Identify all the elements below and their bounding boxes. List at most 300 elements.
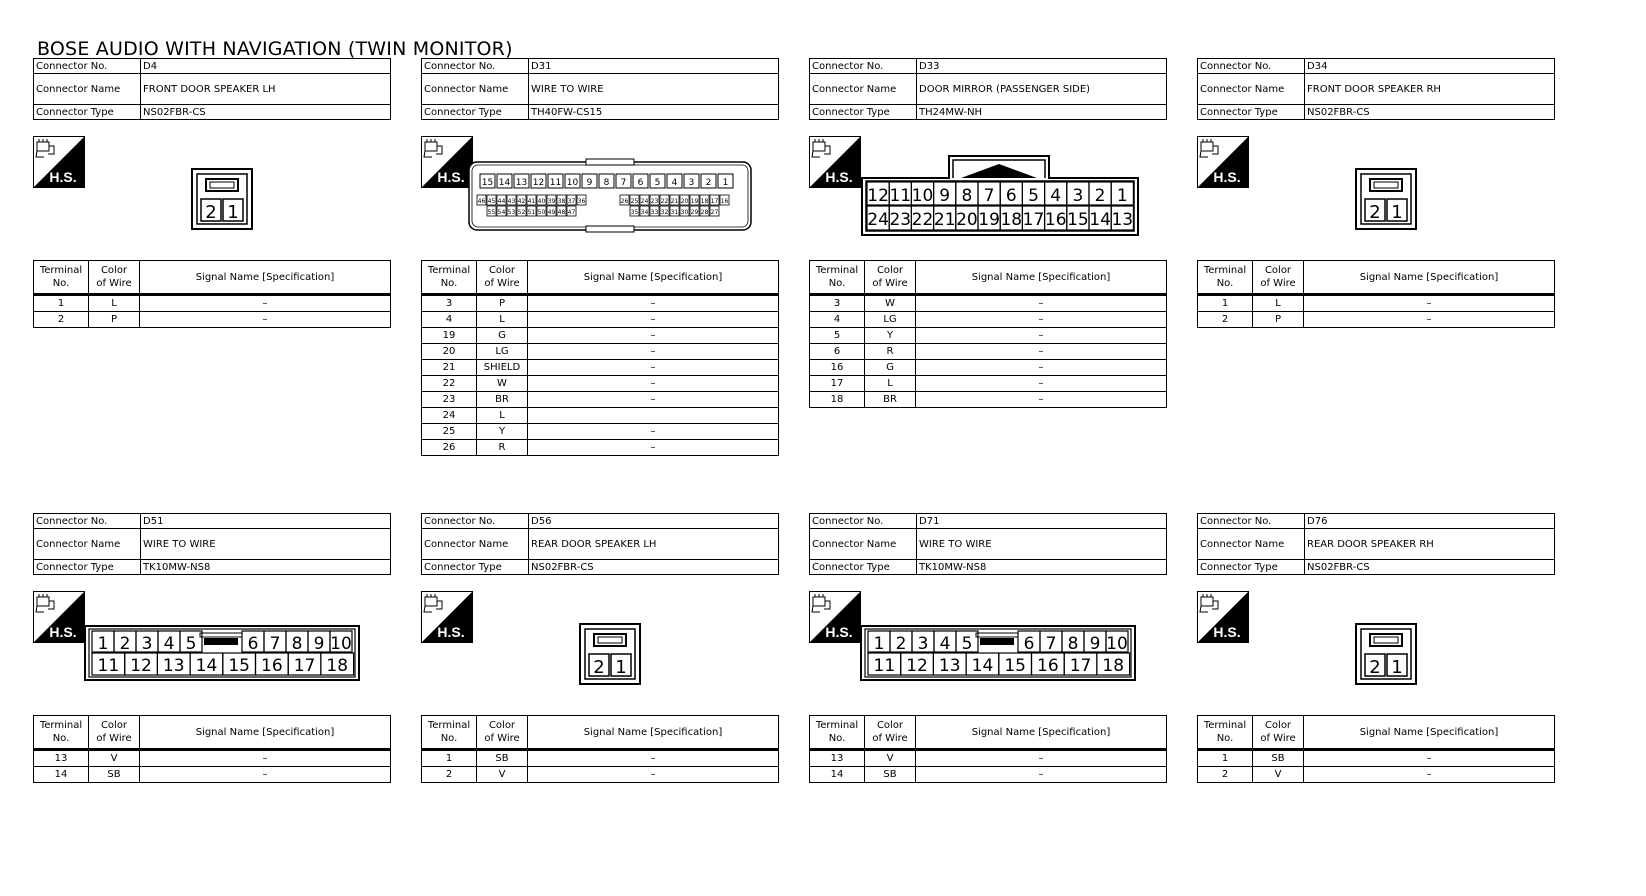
pin-number: 1 — [873, 634, 885, 654]
hs-harness-side-icon — [1197, 591, 1249, 643]
table-row — [810, 750, 1167, 767]
connector-type-label: Connector Type — [1198, 105, 1305, 120]
connector-name-value: WIRE TO WIRE — [529, 74, 779, 105]
col-color-of-wire — [1253, 716, 1304, 750]
col-color-line2: of Wire — [96, 278, 132, 289]
connector-face-tk10 — [860, 625, 1136, 681]
connector-type-label: Connector Type — [34, 560, 141, 575]
pin-number: 14 — [195, 656, 218, 676]
pin-number: 40 — [537, 198, 546, 205]
pin-number: 11 — [97, 656, 120, 676]
table-row — [810, 312, 1167, 328]
signal-name: – — [528, 767, 779, 783]
wire-color: V — [1253, 767, 1304, 783]
pin-number: 2 — [1369, 202, 1381, 223]
pin-number: 19 — [978, 210, 1000, 230]
signal-table-wrap — [33, 260, 391, 328]
pin-number: 8 — [291, 634, 303, 654]
pin-number: 3 — [141, 634, 153, 654]
pin-number: 23 — [650, 198, 659, 205]
col-terminal-line2: No. — [440, 733, 458, 744]
col-signal-name: Signal Name [Specification] — [528, 261, 779, 295]
terminal-no: 6 — [810, 344, 865, 360]
signal-name: – — [916, 767, 1167, 783]
connector-type-value: TH24MW-NH — [917, 105, 1167, 120]
pin-number: 8 — [603, 178, 610, 188]
pin-number: 20 — [956, 210, 978, 230]
pin-number: 27 — [710, 209, 719, 216]
pin-number: 6 — [1023, 634, 1035, 654]
pin-number: 1 — [97, 634, 109, 654]
connector-no-label: Connector No. — [1198, 59, 1305, 74]
table-row — [422, 408, 779, 424]
hs-harness-side-icon — [421, 591, 473, 643]
pin-number: 10 — [566, 178, 579, 188]
pin-number: 7 — [1045, 634, 1057, 654]
col-terminal-line1: Terminal — [815, 720, 859, 731]
pin-number: 12 — [130, 656, 152, 676]
connector-panel-d34 — [1197, 58, 1555, 325]
pin-number: 15 — [1067, 210, 1089, 230]
col-color-of-wire — [865, 261, 916, 295]
col-terminal-line1: Terminal — [1203, 265, 1247, 276]
terminal-no: 25 — [422, 424, 477, 440]
signal-name: – — [528, 440, 779, 456]
pin-number: 6 — [637, 178, 644, 188]
signal-name: – — [140, 312, 391, 328]
col-color-of-wire — [477, 261, 528, 295]
signal-table-wrap — [809, 715, 1167, 783]
hs-label: H.S. — [1213, 624, 1241, 640]
col-color-of-wire — [89, 716, 140, 750]
pin-number: 7 — [983, 186, 995, 206]
pin-number: 3 — [1072, 186, 1084, 206]
pin-number: 54 — [497, 209, 506, 216]
pin-number: 17 — [293, 656, 316, 676]
hs-label: H.S. — [1213, 169, 1241, 185]
table-row — [1198, 312, 1555, 328]
signal-table-wrap — [1197, 260, 1555, 328]
pin-number: 12 — [532, 178, 545, 188]
pin-number: 37 — [567, 198, 576, 205]
connector-name-label: Connector Name — [422, 529, 529, 560]
col-color-line2: of Wire — [1260, 278, 1296, 289]
pin-number: 24 — [867, 210, 889, 230]
connector-no-value: D33 — [917, 59, 1167, 74]
table-row — [810, 344, 1167, 360]
table-row — [1198, 295, 1555, 312]
pin-number: 9 — [1089, 634, 1101, 654]
pin-number: 17 — [1069, 656, 1092, 676]
col-color-line1: Color — [1264, 265, 1292, 276]
signal-name: – — [528, 424, 779, 440]
table-row — [1198, 767, 1555, 783]
terminal-no: 22 — [422, 376, 477, 392]
pin-number: 15 — [1004, 656, 1026, 676]
pin-number: 6 — [1005, 186, 1017, 206]
signal-name: – — [528, 295, 779, 312]
col-terminal-line2: No. — [52, 733, 70, 744]
terminal-no: 1 — [1198, 750, 1253, 767]
table-row — [422, 295, 779, 312]
col-terminal-line1: Terminal — [39, 720, 83, 731]
col-color-of-wire — [865, 716, 916, 750]
terminal-no: 19 — [422, 328, 477, 344]
col-signal-name: Signal Name [Specification] — [916, 261, 1167, 295]
hs-harness-side-icon — [1197, 136, 1249, 188]
col-signal-name: Signal Name [Specification] — [1304, 716, 1555, 750]
pin-number: 36 — [577, 198, 586, 205]
pin-number: 23 — [889, 210, 912, 230]
wire-color: V — [865, 750, 916, 767]
pin-number: 15 — [228, 656, 250, 676]
connector-panel-d76 — [1197, 513, 1555, 780]
table-row — [34, 295, 391, 312]
col-terminal-no — [34, 716, 89, 750]
terminal-no: 13 — [34, 750, 89, 767]
wire-color: BR — [477, 392, 528, 408]
col-color-line2: of Wire — [872, 278, 908, 289]
signal-name: – — [528, 344, 779, 360]
wire-color: SB — [1253, 750, 1304, 767]
wire-color: V — [477, 767, 528, 783]
connector-no-value: D56 — [529, 514, 779, 529]
signal-table — [421, 715, 779, 783]
terminal-no: 23 — [422, 392, 477, 408]
pin-number: 10 — [911, 186, 934, 206]
connector-no-label: Connector No. — [422, 514, 529, 529]
table-row — [422, 424, 779, 440]
terminal-no: 5 — [810, 328, 865, 344]
col-signal-name: Signal Name [Specification] — [916, 716, 1167, 750]
table-row — [810, 328, 1167, 344]
hs-label: H.S. — [825, 624, 853, 640]
connector-no-label: Connector No. — [34, 514, 141, 529]
signal-name: – — [916, 360, 1167, 376]
connector-name-value: DOOR MIRROR (PASSENGER SIDE) — [917, 74, 1167, 105]
signal-name: – — [1304, 767, 1555, 783]
hs-label: H.S. — [49, 624, 77, 640]
col-terminal-line2: No. — [1216, 278, 1234, 289]
pin-number: 28 — [700, 209, 709, 216]
pin-number: 55 — [487, 209, 496, 216]
wire-color: L — [1253, 295, 1304, 312]
connector-face-2pin — [1355, 623, 1417, 685]
pin-number: 13 — [1111, 210, 1134, 230]
pin-number: 49 — [547, 209, 556, 216]
pin-number: 45 — [487, 198, 496, 205]
connector-name-label: Connector Name — [810, 74, 917, 105]
col-color-line1: Color — [488, 720, 516, 731]
col-signal-name: Signal Name [Specification] — [140, 261, 391, 295]
signal-name — [528, 408, 779, 424]
connector-no-label: Connector No. — [810, 59, 917, 74]
signal-table — [33, 715, 391, 783]
pin-number: 21 — [933, 210, 956, 230]
wire-color: W — [477, 376, 528, 392]
col-signal-name: Signal Name [Specification] — [528, 716, 779, 750]
signal-name: – — [916, 328, 1167, 344]
pin-number: 2 — [1369, 657, 1381, 678]
table-row — [422, 440, 779, 456]
pin-number: 2 — [119, 634, 131, 654]
connector-info-table — [421, 58, 779, 120]
signal-name: – — [528, 376, 779, 392]
wire-color: SB — [89, 767, 140, 783]
col-color-line1: Color — [100, 265, 128, 276]
connector-type-label: Connector Type — [810, 560, 917, 575]
signal-name: – — [1304, 750, 1555, 767]
signal-name: – — [1304, 295, 1555, 312]
pin-number: 46 — [477, 198, 486, 205]
table-row — [422, 750, 779, 767]
signal-name: – — [528, 312, 779, 328]
connector-panel-d56 — [421, 513, 779, 780]
wire-color: W — [865, 295, 916, 312]
pin-number: 9 — [313, 634, 325, 654]
hs-harness-side-icon — [421, 136, 473, 188]
terminal-no: 1 — [1198, 295, 1253, 312]
signal-name: – — [916, 295, 1167, 312]
pin-number: 2 — [1094, 186, 1106, 206]
wire-color: LG — [477, 344, 528, 360]
terminal-no: 2 — [422, 767, 477, 783]
pin-number: 29 — [690, 209, 699, 216]
connector-type-value: NS02FBR-CS — [141, 105, 391, 120]
col-color-line1: Color — [876, 720, 904, 731]
wire-color: L — [477, 408, 528, 424]
col-terminal-no — [34, 261, 89, 295]
terminal-no: 4 — [422, 312, 477, 328]
connector-name-value: FRONT DOOR SPEAKER LH — [141, 74, 391, 105]
pin-number: 5 — [654, 178, 661, 188]
hs-label: H.S. — [49, 169, 77, 185]
pin-number: 47 — [567, 209, 576, 216]
connector-name-value: WIRE TO WIRE — [141, 529, 391, 560]
terminal-no: 14 — [34, 767, 89, 783]
wire-color: P — [1253, 312, 1304, 328]
pin-number: 5 — [1028, 186, 1039, 206]
connector-no-label: Connector No. — [422, 59, 529, 74]
col-terminal-no — [1198, 261, 1253, 295]
col-terminal-line2: No. — [440, 278, 458, 289]
connector-name-value: REAR DOOR SPEAKER RH — [1305, 529, 1555, 560]
signal-name: – — [528, 392, 779, 408]
pin-number: 16 — [1037, 656, 1059, 676]
connector-panel-d31 — [421, 58, 779, 453]
connector-face-2pin — [191, 168, 253, 230]
pin-number: 35 — [630, 209, 639, 216]
pin-number: 38 — [557, 198, 566, 205]
pin-number: 19 — [690, 198, 699, 205]
pin-number: 52 — [517, 209, 526, 216]
pin-number: 16 — [261, 656, 283, 676]
terminal-no: 3 — [810, 295, 865, 312]
connector-panel-d4 — [33, 58, 391, 325]
connector-panel-d51 — [33, 513, 391, 780]
table-row — [34, 767, 391, 783]
connector-type-label: Connector Type — [810, 105, 917, 120]
connector-name-value: WIRE TO WIRE — [917, 529, 1167, 560]
page-title: BOSE AUDIO WITH NAVIGATION (TWIN MONITOR) — [37, 38, 513, 60]
table-row — [422, 344, 779, 360]
pin-number: 26 — [620, 198, 629, 205]
wire-color: G — [865, 360, 916, 376]
connector-face-2pin — [579, 623, 641, 685]
pin-number: 2 — [895, 634, 907, 654]
col-color-line2: of Wire — [484, 278, 520, 289]
pin-number: 39 — [547, 198, 556, 205]
table-row — [422, 360, 779, 376]
pin-number: 24 — [640, 198, 649, 205]
wire-color: Y — [865, 328, 916, 344]
table-row — [422, 767, 779, 783]
col-terminal-line1: Terminal — [427, 265, 471, 276]
pin-number: 53 — [507, 209, 516, 216]
wire-color: SHIELD — [477, 360, 528, 376]
terminal-no: 16 — [810, 360, 865, 376]
signal-name: – — [916, 392, 1167, 408]
col-terminal-line1: Terminal — [39, 265, 83, 276]
pin-number: 8 — [1067, 634, 1079, 654]
col-color-line1: Color — [100, 720, 128, 731]
connector-name-label: Connector Name — [34, 74, 141, 105]
terminal-no: 1 — [34, 295, 89, 312]
pin-number: 5 — [185, 634, 197, 654]
terminal-no: 2 — [1198, 312, 1253, 328]
terminal-no: 3 — [422, 295, 477, 312]
signal-table-wrap — [421, 260, 779, 456]
col-terminal-no — [1198, 716, 1253, 750]
pin-number: 34 — [640, 209, 649, 216]
signal-table — [809, 260, 1167, 408]
table-row — [422, 328, 779, 344]
connector-info-table — [1197, 513, 1555, 575]
connector-type-value: NS02FBR-CS — [529, 560, 779, 575]
table-row — [1198, 750, 1555, 767]
signal-name: – — [916, 750, 1167, 767]
col-terminal-no — [810, 716, 865, 750]
signal-name: – — [916, 312, 1167, 328]
col-signal-name: Signal Name [Specification] — [1304, 261, 1555, 295]
connector-type-label: Connector Type — [422, 105, 529, 120]
pin-number: 7 — [620, 178, 627, 188]
connector-face-d31 — [468, 158, 752, 234]
table-row — [34, 312, 391, 328]
pin-number: 18 — [326, 656, 349, 676]
connector-no-value: D34 — [1305, 59, 1555, 74]
signal-name: – — [528, 750, 779, 767]
wire-color: L — [89, 295, 140, 312]
terminal-no: 2 — [34, 312, 89, 328]
col-color-line1: Color — [876, 265, 904, 276]
connector-type-value: NS02FBR-CS — [1305, 105, 1555, 120]
connector-type-value: TK10MW-NS8 — [141, 560, 391, 575]
pin-number: 4 — [671, 178, 678, 188]
connector-no-value: D76 — [1305, 514, 1555, 529]
col-color-line1: Color — [488, 265, 516, 276]
pin-number: 51 — [527, 209, 536, 216]
pin-number: 14 — [498, 178, 511, 188]
pin-number: 31 — [670, 209, 679, 216]
col-terminal-line1: Terminal — [427, 720, 471, 731]
pin-number: 44 — [497, 198, 506, 205]
pin-number: 10 — [1106, 634, 1128, 654]
col-signal-name: Signal Name [Specification] — [140, 716, 391, 750]
wire-color: V — [89, 750, 140, 767]
connector-type-label: Connector Type — [1198, 560, 1305, 575]
terminal-no: 26 — [422, 440, 477, 456]
signal-table — [1197, 260, 1555, 328]
pin-number: 9 — [939, 186, 951, 206]
col-terminal-line2: No. — [1216, 733, 1234, 744]
signal-name: – — [140, 750, 391, 767]
terminal-no: 2 — [1198, 767, 1253, 783]
col-terminal-line1: Terminal — [1203, 720, 1247, 731]
hs-label: H.S. — [437, 169, 465, 185]
wire-color: R — [477, 440, 528, 456]
pin-number: 22 — [911, 210, 934, 230]
connector-info-table — [421, 513, 779, 575]
pin-number: 6 — [247, 634, 259, 654]
pin-number: 50 — [537, 209, 546, 216]
pin-number: 41 — [527, 198, 536, 205]
terminal-no: 18 — [810, 392, 865, 408]
pin-number: 14 — [1089, 210, 1111, 230]
table-row — [810, 392, 1167, 408]
pin-number: 18 — [700, 198, 709, 205]
pin-number: 43 — [507, 198, 516, 205]
connector-panel-d71 — [809, 513, 1167, 780]
terminal-no: 1 — [422, 750, 477, 767]
terminal-no: 17 — [810, 376, 865, 392]
pin-number: 17 — [1022, 210, 1045, 230]
pin-number: 13 — [162, 656, 185, 676]
terminal-no: 21 — [422, 360, 477, 376]
signal-table — [33, 260, 391, 328]
pin-number: 18 — [1000, 210, 1023, 230]
signal-name: – — [916, 376, 1167, 392]
hs-label: H.S. — [437, 624, 465, 640]
terminal-no: 14 — [810, 767, 865, 783]
hs-harness-side-icon — [809, 591, 861, 643]
col-terminal-line1: Terminal — [815, 265, 859, 276]
wire-color: LG — [865, 312, 916, 328]
pin-number: 2 — [205, 202, 217, 223]
terminal-no: 20 — [422, 344, 477, 360]
connector-info-table — [1197, 58, 1555, 120]
pin-number: 1 — [615, 657, 627, 678]
pin-number: 11 — [873, 656, 896, 676]
connector-type-label: Connector Type — [34, 105, 141, 120]
connector-face-d33 — [861, 154, 1139, 236]
pin-number: 13 — [938, 656, 961, 676]
signal-table — [421, 260, 779, 456]
col-terminal-line2: No. — [828, 733, 846, 744]
pin-number: 25 — [630, 198, 639, 205]
col-terminal-no — [810, 261, 865, 295]
pin-number: 11 — [549, 178, 562, 188]
signal-table — [809, 715, 1167, 783]
pin-number: 32 — [660, 209, 669, 216]
pin-number: 1 — [722, 178, 729, 188]
pin-number: 2 — [705, 178, 712, 188]
col-terminal-line2: No. — [828, 278, 846, 289]
pin-number: 12 — [867, 186, 889, 206]
col-terminal-line2: No. — [52, 278, 70, 289]
col-terminal-no — [422, 716, 477, 750]
signal-table — [1197, 715, 1555, 783]
